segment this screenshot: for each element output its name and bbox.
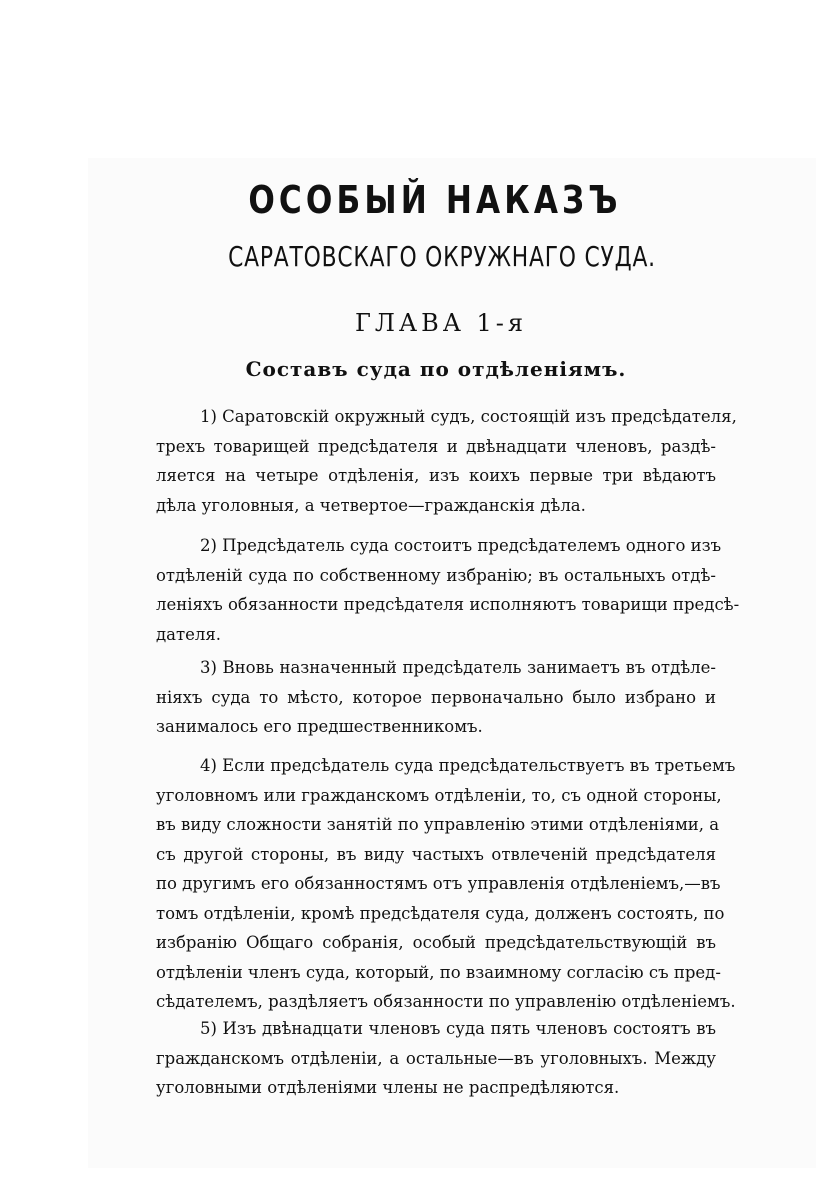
chapter-heading: ГЛАВА 1-я [354, 309, 528, 337]
paragraph-line: отдѣленіи членъ суда, который, по взаимному согласію съ пред- [156, 962, 721, 982]
paragraph-line: дателя. [156, 624, 222, 644]
document-title: ОСОБЫЙ НАКАЗЪ [248, 178, 622, 222]
paragraph-5 [156, 1014, 716, 1103]
paragraph-line: 5) Изъ двѣнадцати членовъ суда пять членовъ состоятъ въ [200, 1019, 716, 1038]
paragraph-line: дѣла уголовныя, а четвертое—гражданскія дѣла. [156, 495, 586, 515]
section-title: Составъ суда по отдѣленіямъ. [245, 357, 627, 381]
paragraph-line: отдѣленій суда по собственному избранію; въ остальныхъ отдѣ- [156, 565, 716, 585]
document-subtitle: САРАТОВСКАГО ОКРУЖНАГО СУДА. [228, 240, 656, 273]
paragraph-line: ляется на четыре отдѣленія, изъ коихъ первые три вѣдаютъ [156, 466, 716, 485]
paragraph-line: леніяхъ обязанности предсѣдателя исполняютъ товарищи предсѣ- [156, 595, 740, 614]
paragraph-3 [156, 653, 716, 742]
paragraph-line: 4) Если предсѣдатель суда предсѣдательствуетъ въ третьемъ [200, 756, 736, 775]
paragraph-line: гражданскомъ отдѣленіи, а остальные—въ уголовныхъ. Между [156, 1048, 716, 1068]
paragraph-line: томъ отдѣленіи, кромѣ предсѣдателя суда, долженъ состоять, по [156, 903, 725, 923]
paragraph-2 [156, 531, 740, 649]
paragraph-line: съ другой стороны, въ виду частыхъ отвлеченій предсѣдателя [156, 844, 716, 864]
paragraph-line: 2) Предсѣдатель суда состоитъ предсѣдателемъ одного изъ [200, 536, 722, 555]
paragraph-4 [156, 751, 736, 1017]
paragraph-line: уголовными отдѣленіями члены не распредѣляются. [156, 1078, 620, 1097]
paragraph-line: 3) Вновь назначенный предсѣдатель занимаетъ въ отдѣле- [200, 658, 716, 677]
paragraph-1 [156, 402, 737, 520]
paragraph-line: по другимъ его обязанностямъ отъ управленія отдѣленіемъ,—въ [156, 874, 721, 893]
paragraph-line: трехъ товарищей предсѣдателя и двѣнадцати членовъ, раздѣ- [156, 436, 716, 456]
paragraph-line: избранію Общаго собранія, особый предсѣдательствующій въ [156, 933, 716, 952]
paragraph-line: въ виду сложности занятій по управленію этими отдѣленіями, а [156, 815, 720, 834]
paragraph-line: ніяхъ суда то мѣсто, которое первоначально было избрано и [156, 687, 716, 707]
paragraph-line: уголовномъ или гражданскомъ отдѣленіи, то, съ одной стороны, [156, 785, 722, 805]
paragraph-line: занималось его предшественникомъ. [156, 717, 483, 736]
paragraph-line: 1) Саратовскій окружный судъ, состоящій изъ предсѣдателя, [200, 407, 737, 426]
paragraph-line: сѣдателемъ, раздѣляетъ обязанности по управленію отдѣленіемъ. [156, 992, 736, 1011]
